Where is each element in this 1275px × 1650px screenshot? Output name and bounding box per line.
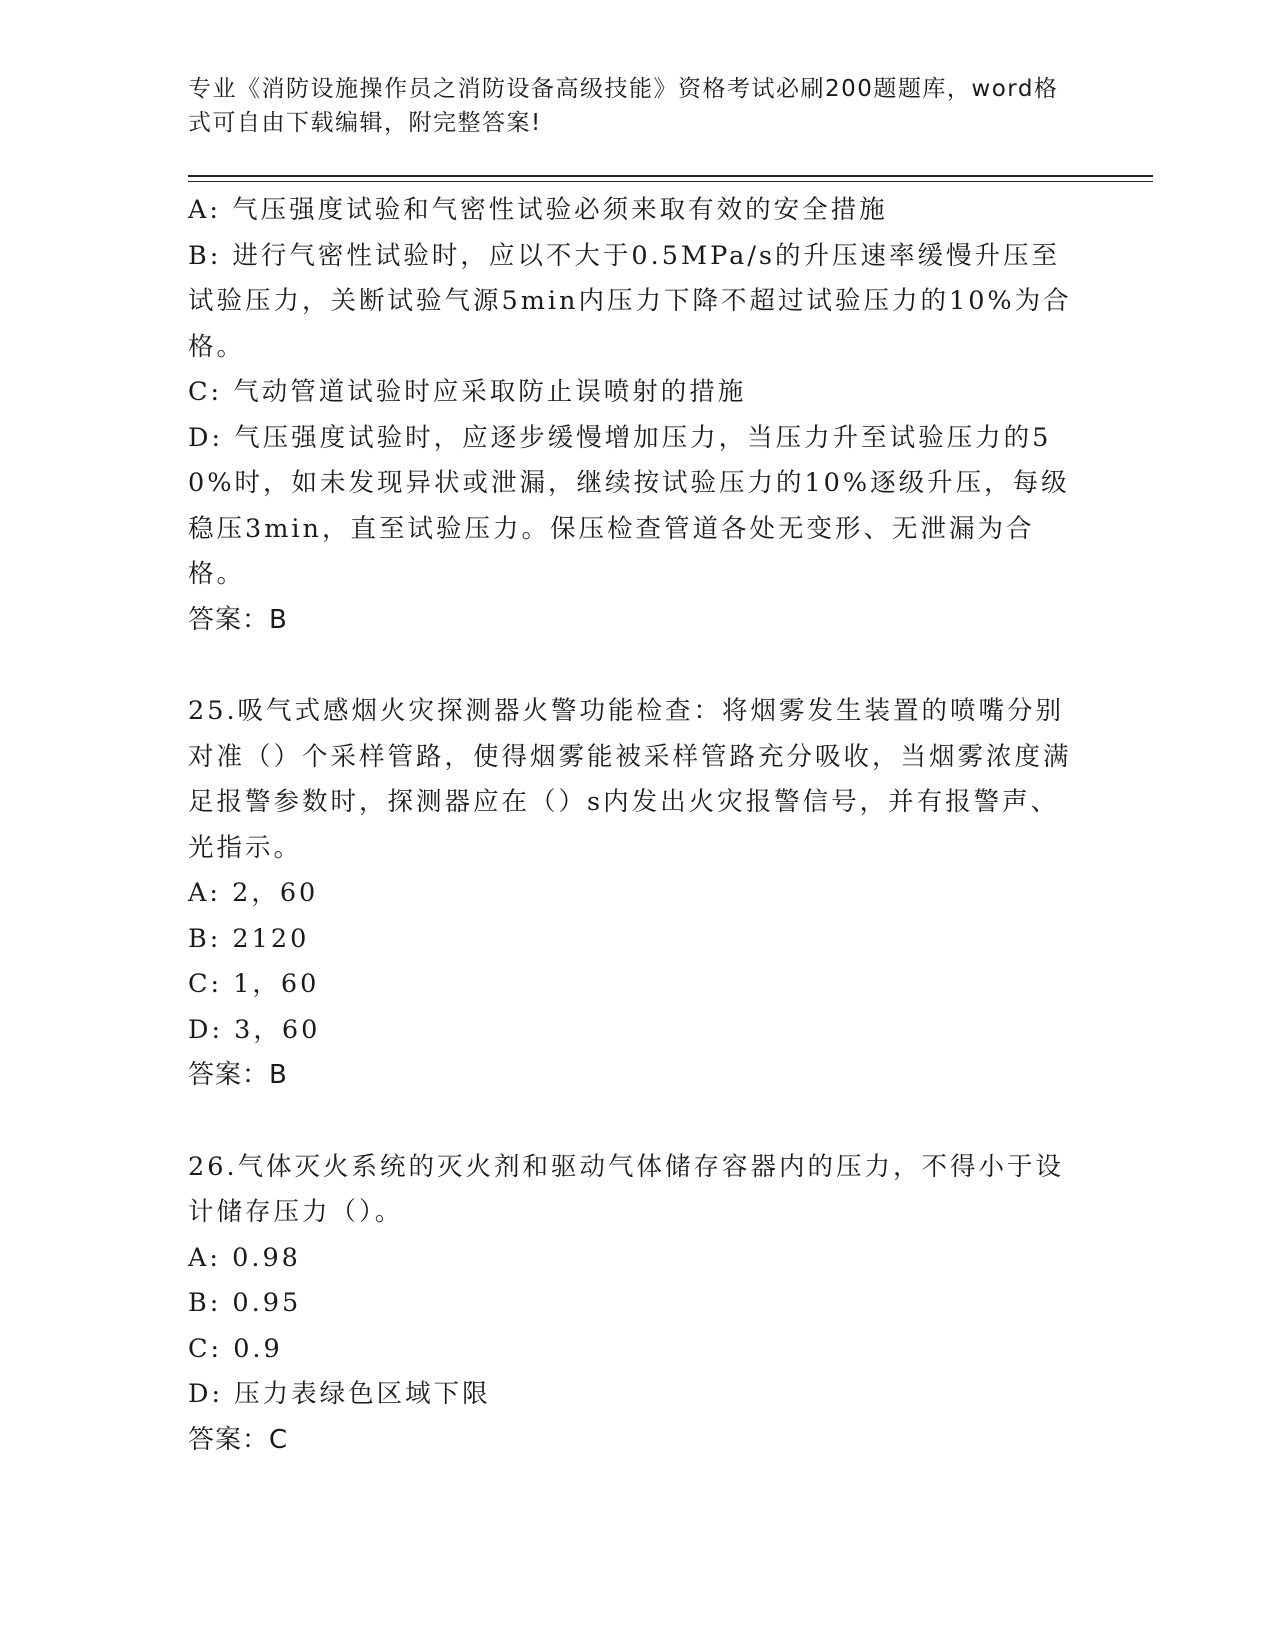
- answer-label: 答案：C: [188, 1424, 289, 1455]
- question-block-24: [188, 188, 1078, 643]
- header-divider-thick: [188, 175, 1153, 177]
- option-a: A: 0.98: [188, 1242, 301, 1273]
- question-list: [188, 188, 1078, 1463]
- option-c: C: 0.9: [188, 1333, 283, 1364]
- question-block-25: [188, 689, 1078, 1099]
- option-d: D: 3，60: [188, 1014, 321, 1045]
- header-divider-thin: [188, 181, 1153, 182]
- answer-label: 答案：B: [188, 604, 288, 635]
- document-header: 专业《消防设施操作员之消防设备高级技能》资格考试必刷200题题库，word格式可自由下载编辑，附完整答案!: [188, 76, 1059, 136]
- question-text: 25.吸气式感烟火灾探测器火警功能检查：将烟雾发生装置的喷嘴分别对准（）个采样管路，使得烟雾能被采样管路充分吸收，当烟雾浓度满足报警参数时，探测器应在（）s内发出火灾报警信号，并有报警声、光指示。: [188, 696, 1072, 863]
- question-text: 26.气体灭火系统的灭火剂和驱动气体储存容器内的压力，不得小于设计储存压力（）。: [188, 1151, 1065, 1227]
- answer-label: 答案：B: [188, 1060, 288, 1090]
- option-d: D: 气压强度试验时，应逐步缓慢增加压力，当压力升至试验压力的50%时，如未发现异状或泄漏，继续按试验压力的10%逐级升压，每级稳压3min，直至试验压力。保压检查管道各处无变形、无泄漏为合格。: [188, 422, 1070, 589]
- option-c: C: 气动管道试验时应采取防止误喷射的措施: [188, 377, 747, 407]
- option-a: A: 2，60: [188, 878, 319, 908]
- option-b: B: 2120: [188, 923, 310, 954]
- option-c: C: 1，60: [188, 969, 320, 999]
- option-d: D: 压力表绿色区域下限: [188, 1379, 491, 1409]
- question-block-26: [188, 1145, 1078, 1464]
- option-a: A: 气压强度试验和气密性试验必须来取有效的安全措施: [188, 195, 888, 225]
- option-b: B: 进行气密性试验时，应以不大于0.5MPa/s的升压速率缓慢升压至试验压力，关断试验气源5min内压力下降不超过试验压力的10%为合格。: [188, 240, 1072, 362]
- option-b: B: 0.95: [188, 1288, 302, 1318]
